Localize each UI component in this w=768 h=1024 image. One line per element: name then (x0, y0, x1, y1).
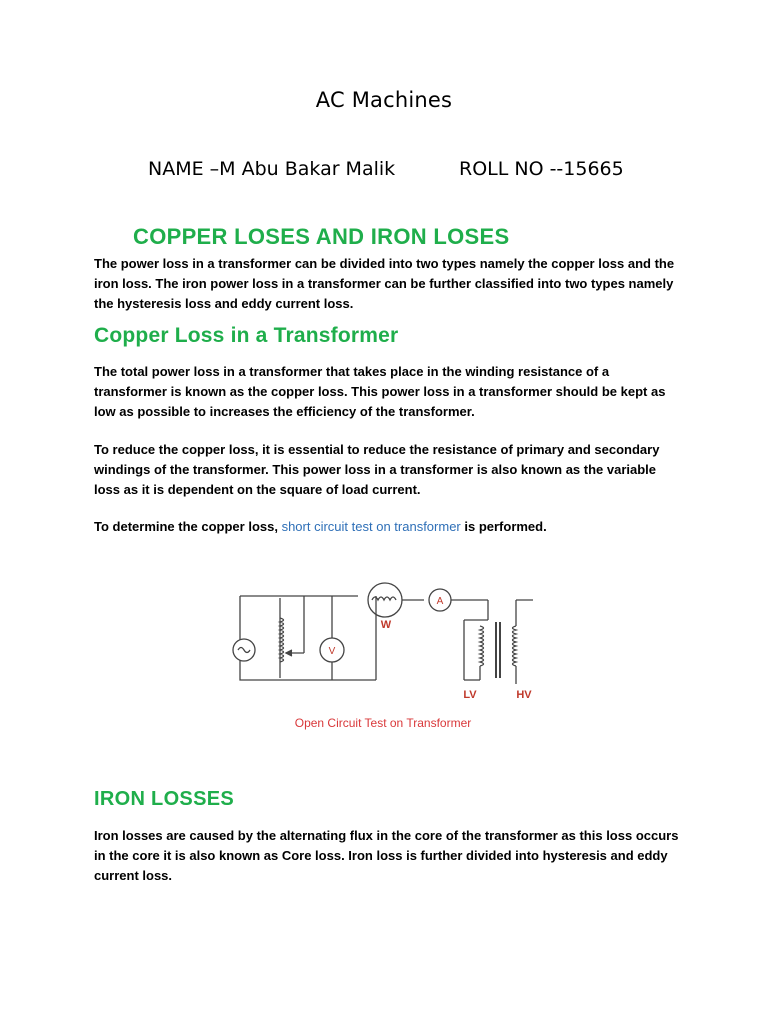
open-circuit-test-diagram (228, 578, 538, 718)
copper-paragraph-3-end: is performed. (460, 519, 547, 534)
voltmeter-label: V (328, 646, 336, 657)
ammeter-label: A (436, 596, 444, 607)
hv-label: HV (516, 689, 532, 701)
iron-paragraph: Iron losses are caused by the alternating flux in the core of the transformer as this loss occurs in the core it is also known as Core loss. Iron loss is further divided into hysteresis and eddy current loss. (94, 828, 679, 883)
copper-loss-heading: Copper Loss in a Transformer (94, 324, 399, 347)
roll-number: ROLL NO --15665 (459, 158, 624, 180)
lv-label: LV (463, 689, 477, 701)
intro-paragraph: The power loss in a transformer can be divided into two types namely the copper loss and the iron loss. The iron power loss in a transformer can be further classified into two types namely the hysteresis loss and eddy current loss. (94, 256, 675, 311)
wattmeter-label: W (380, 619, 392, 631)
copper-paragraph-3 (94, 517, 684, 537)
iron-losses-heading: IRON LOSSES (94, 788, 234, 810)
figure-caption: Open Circuit Test on Transformer (294, 716, 472, 730)
main-heading: COPPER LOSES AND IRON LOSES (133, 224, 510, 249)
document-title: AC Machines (315, 88, 453, 112)
student-name: NAME –M Abu Bakar Malik (148, 158, 396, 180)
copper-paragraph-3-text: To determine the copper loss, (94, 519, 282, 534)
copper-paragraph-1: The total power loss in a transformer that takes place in the winding resistance of a transformer is known as the copper loss. This power loss in a transformer should be kept as low as possible to increases the efficiency of the transformer. (94, 364, 666, 419)
copper-paragraph-2: To reduce the copper loss, it is essential to reduce the resistance of primary and secondary windings of the transformer. This power loss in a transformer is also known as the variable loss as it is dependent on the square of load current. (94, 442, 660, 497)
circuit-diagram-figure (228, 578, 538, 740)
short-circuit-test-link[interactable]: short circuit test on transformer (281, 519, 461, 534)
